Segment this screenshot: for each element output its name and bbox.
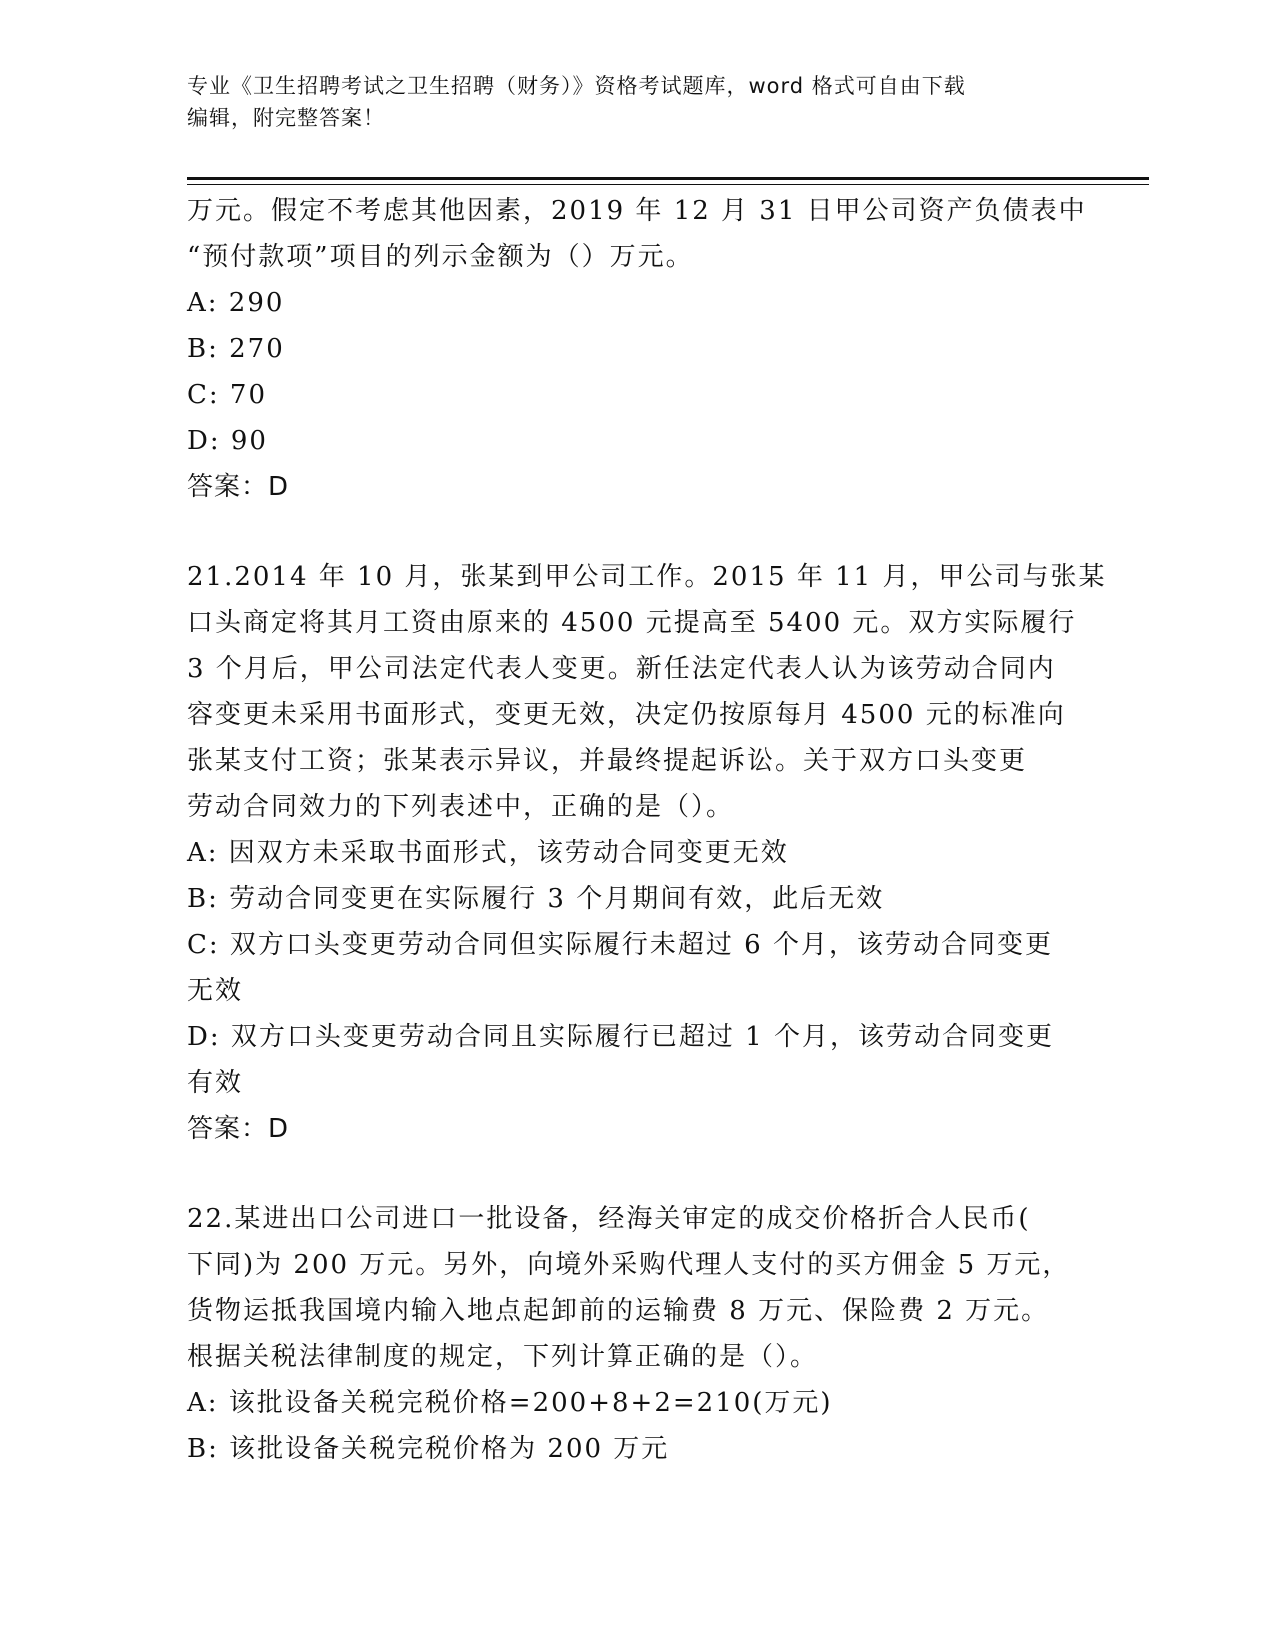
question-stem-line: 下同)为 200 万元。另外，向境外采购代理人支付的买方佣金 5 万元，: [187, 1250, 1071, 1280]
question-stem-line: 万元。假定不考虑其他因素，2019 年 12 月 31 日甲公司资产负债表中: [187, 196, 1087, 226]
option-d-continued: 有效: [187, 1068, 244, 1098]
option-d: D: 双方口头变更劳动合同且实际履行已超过 1 个月，该劳动合同变更: [187, 1022, 1054, 1052]
question-stem-line: 3 个月后，甲公司法定代表人变更。新任法定代表人认为该劳动合同内: [187, 654, 1056, 684]
question-stem-line: 容变更未采用书面形式，变更无效，决定仍按原每月 4500 元的标准向: [187, 700, 1066, 730]
header-line-2: 编辑，附完整答案！: [187, 106, 385, 130]
option-b: B: 劳动合同变更在实际履行 3 个月期间有效，此后无效: [187, 884, 885, 914]
question-stem-line: 货物运抵我国境内输入地点起卸前的运输费 8 万元、保险费 2 万元。: [187, 1296, 1050, 1326]
option-c: C: 双方口头变更劳动合同但实际履行未超过 6 个月，该劳动合同变更: [187, 930, 1053, 960]
question-20: [187, 188, 1087, 510]
question-stem-line: 劳动合同效力的下列表述中，正确的是（）。: [187, 792, 735, 822]
document-header: [187, 70, 1087, 134]
option-c: C: 70: [187, 380, 268, 410]
question-stem-line: 22.某进出口公司进口一批设备，经海关审定的成交价格折合人民币(: [187, 1204, 1031, 1234]
question-stem-line: 21.2014 年 10 月，张某到甲公司工作。2015 年 11 月，甲公司与张某: [187, 562, 1107, 592]
option-b: B: 270: [187, 334, 285, 364]
question-stem-line: 根据关税法律制度的规定，下列计算正确的是（）。: [187, 1342, 819, 1372]
option-b: B: 该批设备关税完税价格为 200 万元: [187, 1434, 670, 1464]
answer-label: 答案：D: [187, 472, 290, 502]
option-a: A: 290: [187, 288, 285, 318]
question-stem-line: “预付款项”项目的列示金额为（）万元。: [187, 242, 694, 272]
option-c-continued: 无效: [187, 976, 244, 1006]
answer-label: 答案：D: [187, 1114, 290, 1144]
option-a: A: 因双方未采取书面形式，该劳动合同变更无效: [187, 838, 789, 868]
header-rule-thin: [187, 184, 1149, 185]
question-stem-line: 口头商定将其月工资由原来的 4500 元提高至 5400 元。双方实际履行: [187, 608, 1077, 638]
header-rule-thick: [187, 177, 1149, 180]
option-d: D: 90: [187, 426, 268, 456]
spacer: [187, 1152, 1087, 1196]
document-body: [187, 188, 1107, 1472]
header-line-1: 专业《卫生招聘考试之卫生招聘（财务）》资格考试题库，word 格式可自由下载: [187, 74, 966, 98]
question-21: [187, 554, 1107, 1152]
option-a: A: 该批设备关税完税价格=200+8+2=210(万元): [187, 1388, 833, 1418]
question-stem-line: 张某支付工资；张某表示异议，并最终提起诉讼。关于双方口头变更: [187, 746, 1028, 776]
spacer: [187, 510, 1087, 554]
question-22: [187, 1196, 1087, 1472]
